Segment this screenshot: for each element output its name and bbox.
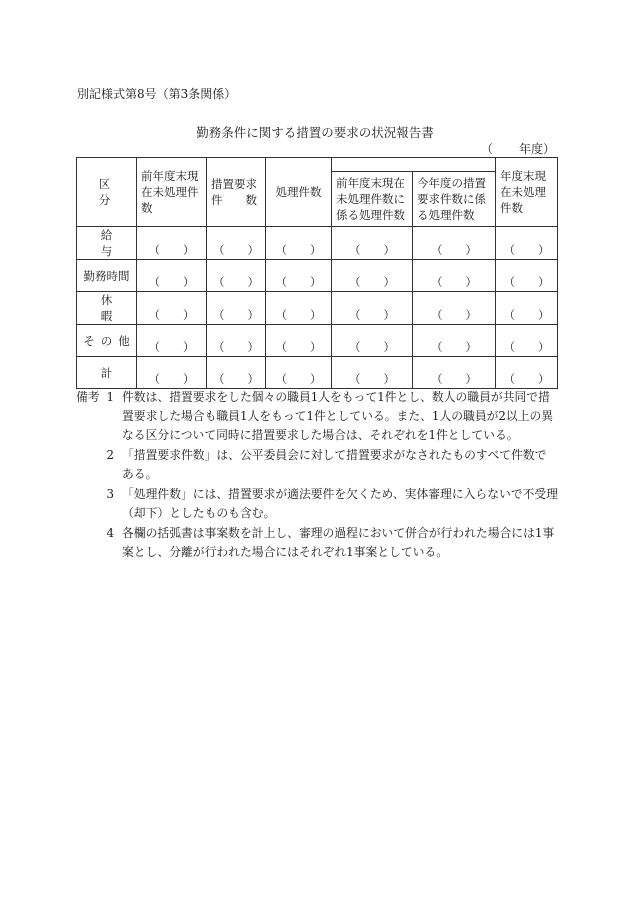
- table-cell: （ ）: [137, 227, 207, 260]
- note-number: 1: [106, 390, 114, 404]
- table-cell: （ ）: [413, 325, 496, 357]
- table-cell: （ ）: [207, 260, 266, 292]
- table-cell: （ ）: [266, 227, 332, 260]
- header-kubun: 区 分: [77, 158, 137, 227]
- table-cell: （ ）: [413, 260, 496, 292]
- table-row: [77, 227, 558, 260]
- row-label: 給与: [77, 227, 137, 260]
- table-cell: （ ）: [266, 260, 332, 292]
- notes-section: [76, 388, 558, 562]
- table-row: [77, 325, 558, 357]
- row-label: 計: [77, 357, 137, 389]
- row-label: 休暇: [77, 292, 137, 325]
- note-number: 2: [106, 448, 114, 462]
- year-text: 年度）: [519, 142, 556, 156]
- note-text: 「措置要求件数」は、公平委員会に対して措置要求がなされたものすべて件数である。: [122, 448, 547, 481]
- note-number: 3: [106, 487, 114, 501]
- table-cell: （ ）: [207, 325, 266, 357]
- table-row: [77, 260, 558, 292]
- table-cell: （ ）: [413, 292, 496, 325]
- header-processed: 処理件数: [266, 158, 332, 227]
- table-row: [77, 357, 558, 389]
- note-text: 「処理件数」には、措置要求が適法要件を欠くため、実体審理に入らないで不受理（却下）としたものも含む。: [122, 487, 559, 520]
- year-open-paren: （: [481, 142, 494, 156]
- table-cell: （ ）: [137, 292, 207, 325]
- table-cell: （ ）: [413, 357, 496, 389]
- table-cell: （ ）: [332, 227, 413, 260]
- note-text: 件数は、措置要求をした個々の職員1人をもって1件とし、数人の職員が共同で措置要求した場合も職員1人をもって1件としている。また、1人の職員が2以上の異なる区分について同時に措置要求した場合は、それぞれを1件としている。: [122, 390, 554, 442]
- table-cell: （ ）: [137, 325, 207, 357]
- note-item: [76, 524, 558, 562]
- table-cell: （ ）: [266, 325, 332, 357]
- table-cell: （ ）: [332, 292, 413, 325]
- table-cell: （ ）: [137, 260, 207, 292]
- header-processed-breakdown: [332, 158, 496, 172]
- notes-label: 備考: [76, 390, 100, 404]
- header-requests: 措置要求件 数: [207, 158, 266, 227]
- note-text: 各欄の括弧書は事案数を計上し、審理の過程において併合が行われた場合には1事案とし、分離が行われた場合にはそれぞれ1事案としている。: [122, 526, 555, 559]
- table-cell: （ ）: [496, 357, 558, 389]
- table-cell: （ ）: [413, 227, 496, 260]
- status-table: [76, 157, 558, 389]
- note-item: [76, 446, 558, 484]
- table-cell: （ ）: [496, 292, 558, 325]
- header-current-processed: 今年度の措置要求件数に係る処理件数: [413, 172, 496, 227]
- table-cell: （ ）: [207, 357, 266, 389]
- form-number: 別記様式第8号（第3条関係）: [77, 87, 237, 101]
- table-cell: （ ）: [207, 292, 266, 325]
- table-cell: （ ）: [137, 357, 207, 389]
- document-title: 勤務条件に関する措置の要求の状況報告書: [196, 125, 434, 140]
- header-year-end-unprocessed: 年度末現在未処理件数: [496, 158, 558, 227]
- table-cell: （ ）: [496, 260, 558, 292]
- table-cell: （ ）: [496, 325, 558, 357]
- table-cell: （ ）: [332, 325, 413, 357]
- note-item: [76, 388, 558, 445]
- table-cell: （ ）: [266, 357, 332, 389]
- fiscal-year-label: [481, 140, 555, 157]
- header-prev-processed: 前年度末現在未処理件数に係る処理件数: [332, 172, 413, 227]
- table-row: [77, 292, 558, 325]
- note-item: [76, 485, 558, 523]
- table-cell: （ ）: [207, 227, 266, 260]
- table-cell: （ ）: [332, 357, 413, 389]
- row-label: 勤務時間: [77, 260, 137, 292]
- row-label: その他: [77, 325, 137, 357]
- header-prev-unprocessed: 前年度末現在未処理件数: [137, 158, 207, 227]
- table-cell: （ ）: [332, 260, 413, 292]
- table-cell: （ ）: [496, 227, 558, 260]
- note-number: 4: [106, 526, 114, 540]
- table-cell: （ ）: [266, 292, 332, 325]
